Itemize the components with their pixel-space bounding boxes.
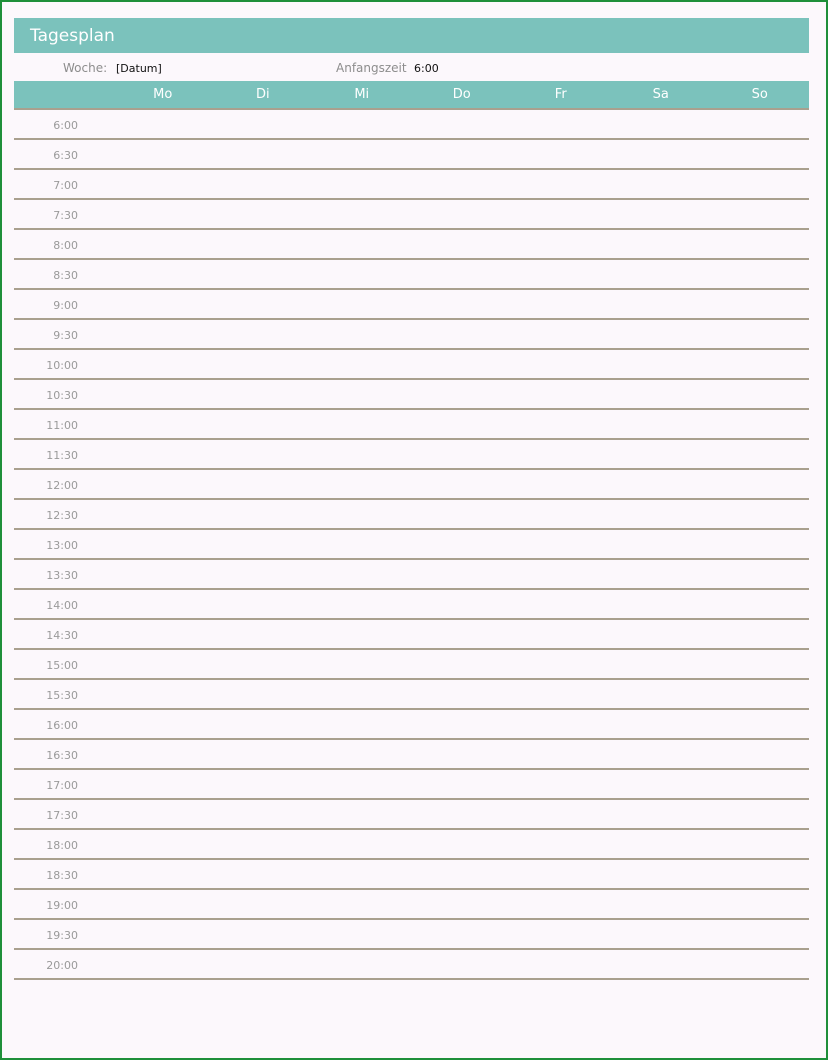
time-slot-row[interactable] [14, 500, 809, 530]
start-time-field[interactable]: 6:00 [414, 62, 439, 75]
meta-row [14, 55, 809, 81]
time-slot-row[interactable] [14, 350, 809, 380]
time-label: 20:00 [46, 959, 78, 972]
weekday-do: Do [452, 87, 471, 102]
time-label: 8:30 [53, 269, 78, 282]
weekday-di: Di [255, 87, 270, 102]
schedule-grid [14, 110, 809, 980]
time-label: 14:30 [46, 629, 78, 642]
time-slot-row[interactable] [14, 200, 809, 230]
time-slot-row[interactable] [14, 830, 809, 860]
time-label: 9:00 [53, 299, 78, 312]
time-slot-row[interactable] [14, 260, 809, 290]
time-label: 16:00 [46, 719, 78, 732]
time-slot-row[interactable] [14, 860, 809, 890]
time-slot-row[interactable] [14, 170, 809, 200]
time-label: 7:00 [53, 179, 78, 192]
time-label: 7:30 [53, 209, 78, 222]
weekday-fr: Fr [554, 87, 567, 102]
page-title: Tagesplan [30, 25, 115, 46]
time-slot-row[interactable] [14, 680, 809, 710]
time-label: 8:00 [53, 239, 78, 252]
time-label: 12:00 [46, 479, 78, 492]
time-label: 18:00 [46, 839, 78, 852]
time-slot-row[interactable] [14, 140, 809, 170]
time-slot-row[interactable] [14, 290, 809, 320]
time-label: 6:00 [53, 119, 78, 132]
time-slot-row[interactable] [14, 530, 809, 560]
time-label: 10:00 [46, 359, 78, 372]
time-slot-row[interactable] [14, 710, 809, 740]
time-slot-row[interactable] [14, 410, 809, 440]
time-slot-row[interactable] [14, 380, 809, 410]
weekday-header [14, 81, 809, 110]
time-label: 18:30 [46, 869, 78, 882]
start-time-label: Anfangszeit [336, 61, 407, 75]
time-slot-row[interactable] [14, 950, 809, 980]
weekday-mo: Mo [153, 87, 173, 102]
time-slot-row[interactable] [14, 590, 809, 620]
time-slot-row[interactable] [14, 650, 809, 680]
time-label: 11:00 [46, 419, 78, 432]
time-slot-row[interactable] [14, 920, 809, 950]
time-label: 12:30 [46, 509, 78, 522]
time-slot-row[interactable] [14, 320, 809, 350]
time-label: 15:00 [46, 659, 78, 672]
time-slot-row[interactable] [14, 230, 809, 260]
time-slot-row[interactable] [14, 620, 809, 650]
time-label: 15:30 [46, 689, 78, 702]
time-label: 17:00 [46, 779, 78, 792]
time-label: 17:30 [46, 809, 78, 822]
title-bar [14, 18, 809, 53]
time-label: 6:30 [53, 149, 78, 162]
weekday-so: So [751, 87, 768, 102]
weekday-mi: Mi [354, 87, 370, 102]
time-slot-row[interactable] [14, 440, 809, 470]
time-label: 13:30 [46, 569, 78, 582]
weekday-sa: Sa [652, 87, 669, 102]
time-slot-row[interactable] [14, 800, 809, 830]
time-label: 13:00 [46, 539, 78, 552]
time-label: 11:30 [46, 449, 78, 462]
time-slot-row[interactable] [14, 110, 809, 140]
time-slot-row[interactable] [14, 740, 809, 770]
week-date-field[interactable]: [Datum] [116, 62, 162, 75]
time-label: 19:00 [46, 899, 78, 912]
time-slot-row[interactable] [14, 770, 809, 800]
time-label: 16:30 [46, 749, 78, 762]
time-label: 10:30 [46, 389, 78, 402]
time-slot-row[interactable] [14, 890, 809, 920]
week-label: Woche: [63, 61, 108, 75]
time-slot-row[interactable] [14, 470, 809, 500]
time-label: 19:30 [46, 929, 78, 942]
time-label: 9:30 [53, 329, 78, 342]
time-slot-row[interactable] [14, 560, 809, 590]
time-label: 14:00 [46, 599, 78, 612]
